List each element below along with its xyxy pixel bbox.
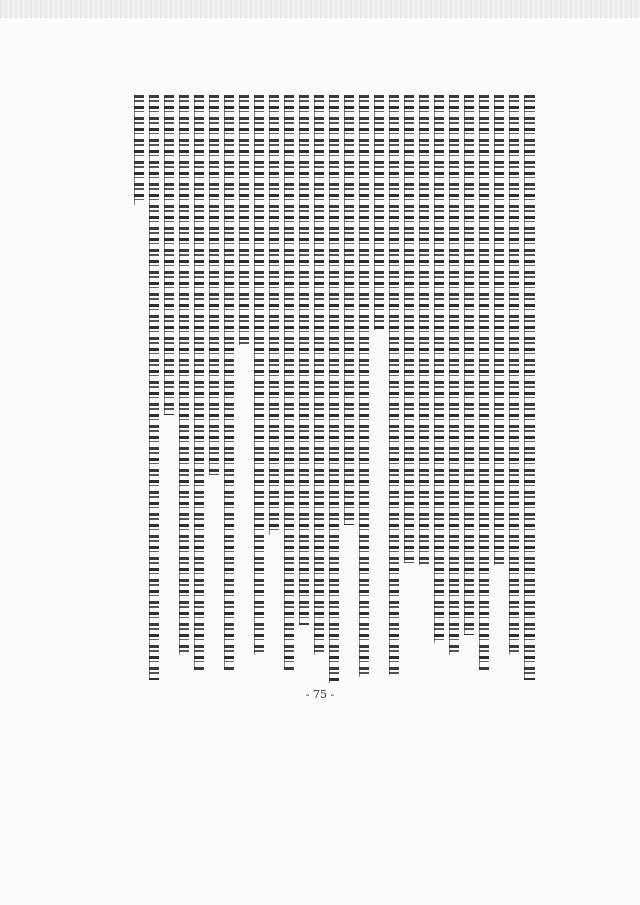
text-column [434,95,443,685]
text-column [134,95,143,685]
text-column [479,95,488,685]
text-column [494,95,503,685]
text-column [389,95,398,685]
text-column [194,95,203,685]
text-column [239,95,248,685]
text-column [359,95,368,685]
text-column [404,95,413,685]
text-column [149,95,158,685]
text-column [464,95,473,685]
text-column [509,95,518,685]
text-column [164,95,173,685]
text-column [374,95,383,685]
text-column [329,95,338,685]
text-column [224,95,233,685]
text-column [209,95,218,685]
page-number: - 75 - [305,688,335,701]
scan-edge [0,0,640,18]
text-column [344,95,353,685]
text-column [524,95,534,685]
text-column [449,95,458,685]
manchu-text-block [120,95,540,685]
text-column [419,95,428,685]
text-column [299,95,308,685]
text-column [179,95,188,685]
text-column [284,95,293,685]
text-column [269,95,278,685]
text-column [314,95,323,685]
text-column [254,95,263,685]
